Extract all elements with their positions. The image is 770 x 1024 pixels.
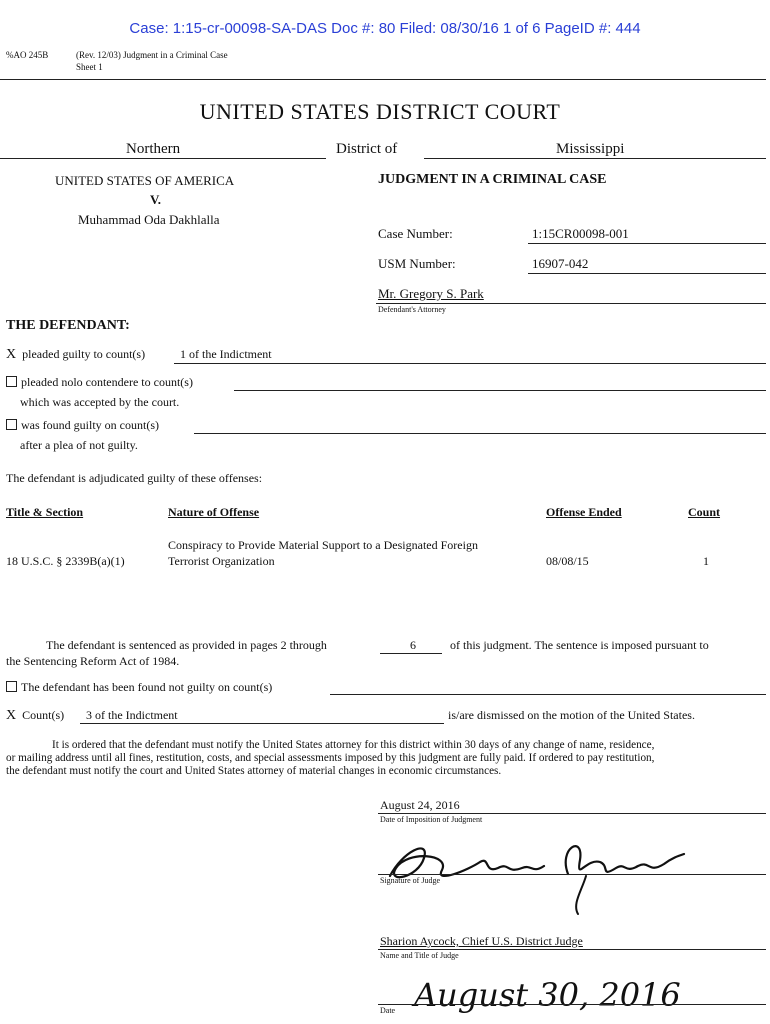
defendant-heading: THE DEFENDANT: <box>6 318 130 333</box>
order-line2: or mailing address until all fines, restitution, costs, and special assessments imposed by this judgment are fully paid. If ordered to pay restitution, <box>6 752 655 764</box>
counts-row <box>6 708 64 724</box>
sentence-pages-line <box>380 653 442 654</box>
pleaded-guilty-row <box>6 347 145 363</box>
case-stamp: Case: 1:15-cr-00098-SA-DAS Doc #: 80 Filed: 08/30/16 1 of 6 PageID #: 444 <box>129 20 641 37</box>
date-signature <box>410 962 710 1022</box>
district-of-label: District of <box>336 141 398 157</box>
nolo-line <box>234 390 766 391</box>
nolo-sub: which was accepted by the court. <box>20 395 180 409</box>
offense-count: 1 <box>703 554 709 568</box>
sheet-label: Sheet 1 <box>76 62 103 72</box>
offenses-intro: The defendant is adjudicated guilty of these offenses: <box>6 471 263 485</box>
case-number-line <box>528 243 766 244</box>
district-state: Mississippi <box>556 141 625 157</box>
defendant-name: Muhammad Oda Dakhlalla <box>78 212 220 227</box>
offense-nature-line2: Terrorist Organization <box>168 554 275 568</box>
offense-title-section: 18 U.S.C. § 2339B(a)(1) <box>6 554 125 568</box>
offense-ended: 08/08/15 <box>546 554 589 568</box>
judge-name: Sharion Aycock, Chief U.S. District Judge <box>380 934 583 948</box>
counts-line <box>80 723 444 724</box>
usm-number-value: 16907-042 <box>532 256 589 271</box>
sentence-pages: 6 <box>410 638 416 652</box>
form-revision: (Rev. 12/03) Judgment in a Criminal Case <box>76 50 228 60</box>
judge-signature <box>372 818 712 918</box>
offense-nature-line1: Conspiracy to Provide Material Support to a Designated Foreign <box>168 538 478 552</box>
pleaded-guilty-mark: X <box>6 347 17 362</box>
case-number-label: Case Number: <box>378 226 453 241</box>
sentence-text-b: of this judgment. The sentence is imposed pursuant to <box>450 638 709 652</box>
pleaded-guilty-label: pleaded guilty to count(s) <box>22 347 146 361</box>
district-prefix: Northern <box>126 141 181 157</box>
found-guilty-row <box>6 418 159 433</box>
not-guilty-label: The defendant has been found not guilty on count(s) <box>21 680 273 694</box>
attorney-line <box>376 303 766 304</box>
counts-label: Count(s) <box>22 708 65 722</box>
pleaded-guilty-line <box>174 363 766 364</box>
nolo-row <box>6 375 193 390</box>
nolo-checkbox <box>6 376 17 387</box>
attorney-name: Mr. Gregory S. Park <box>378 286 484 301</box>
found-guilty-checkbox <box>6 419 17 430</box>
signature-label: Signature of Judge <box>380 876 440 885</box>
counts-mark: X <box>6 708 17 723</box>
not-guilty-line <box>330 694 766 695</box>
counts-value: 3 of the Indictment <box>86 708 178 722</box>
counts-suffix: is/are dismissed on the motion of the United States. <box>448 708 695 722</box>
pleaded-guilty-value: 1 of the Indictment <box>180 347 272 361</box>
form-code: %AO 245B <box>6 50 49 60</box>
found-guilty-line <box>194 433 766 434</box>
imposition-label: Date of Imposition of Judgment <box>380 815 483 824</box>
imposition-date-line <box>378 813 766 814</box>
usm-number-line <box>528 273 766 274</box>
header-rule <box>0 79 766 80</box>
not-guilty-checkbox <box>6 681 17 692</box>
order-line3: the defendant must notify the court and United States attorney of material changes in economic circumstances. <box>6 765 502 777</box>
district-prefix-line <box>0 158 326 159</box>
header-nature: Nature of Offense <box>168 505 260 519</box>
not-guilty-row <box>6 680 272 695</box>
attorney-label: Defendant's Attorney <box>378 305 446 314</box>
date-line <box>378 1004 766 1005</box>
signature-line <box>378 874 766 875</box>
date-label: Date <box>380 1006 396 1015</box>
found-guilty-label: was found guilty on count(s) <box>21 418 159 432</box>
imposition-date: August 24, 2016 <box>380 798 460 812</box>
order-line1: It is ordered that the defendant must notify the United States attorney for this district within 30 days of any change of name, residence, <box>52 739 655 751</box>
signed-date-text: August 30, 2016 <box>414 976 681 1014</box>
court-title: UNITED STATES DISTRICT COURT <box>199 99 561 124</box>
header-offense-ended: Offense Ended <box>546 505 622 519</box>
found-guilty-sub: after a plea of not guilty. <box>20 438 138 452</box>
versus-label: V. <box>150 192 161 207</box>
judge-name-label: Name and Title of Judge <box>380 951 459 960</box>
sentence-text-c: the Sentencing Reform Act of 1984. <box>6 654 180 668</box>
usm-number-label: USM Number: <box>378 256 456 271</box>
nolo-label: pleaded nolo contendere to count(s) <box>21 375 193 389</box>
case-number-value: 1:15CR00098-001 <box>532 226 629 241</box>
judge-name-line <box>378 949 766 950</box>
judgment-heading: JUDGMENT IN A CRIMINAL CASE <box>378 172 607 187</box>
header-count: Count <box>688 505 721 519</box>
district-state-line <box>424 158 766 159</box>
header-title-section: Title & Section <box>6 505 84 519</box>
plaintiff-name: UNITED STATES OF AMERICA <box>55 173 235 188</box>
sentence-text-a: The defendant is sentenced as provided in pages 2 through <box>46 638 327 652</box>
